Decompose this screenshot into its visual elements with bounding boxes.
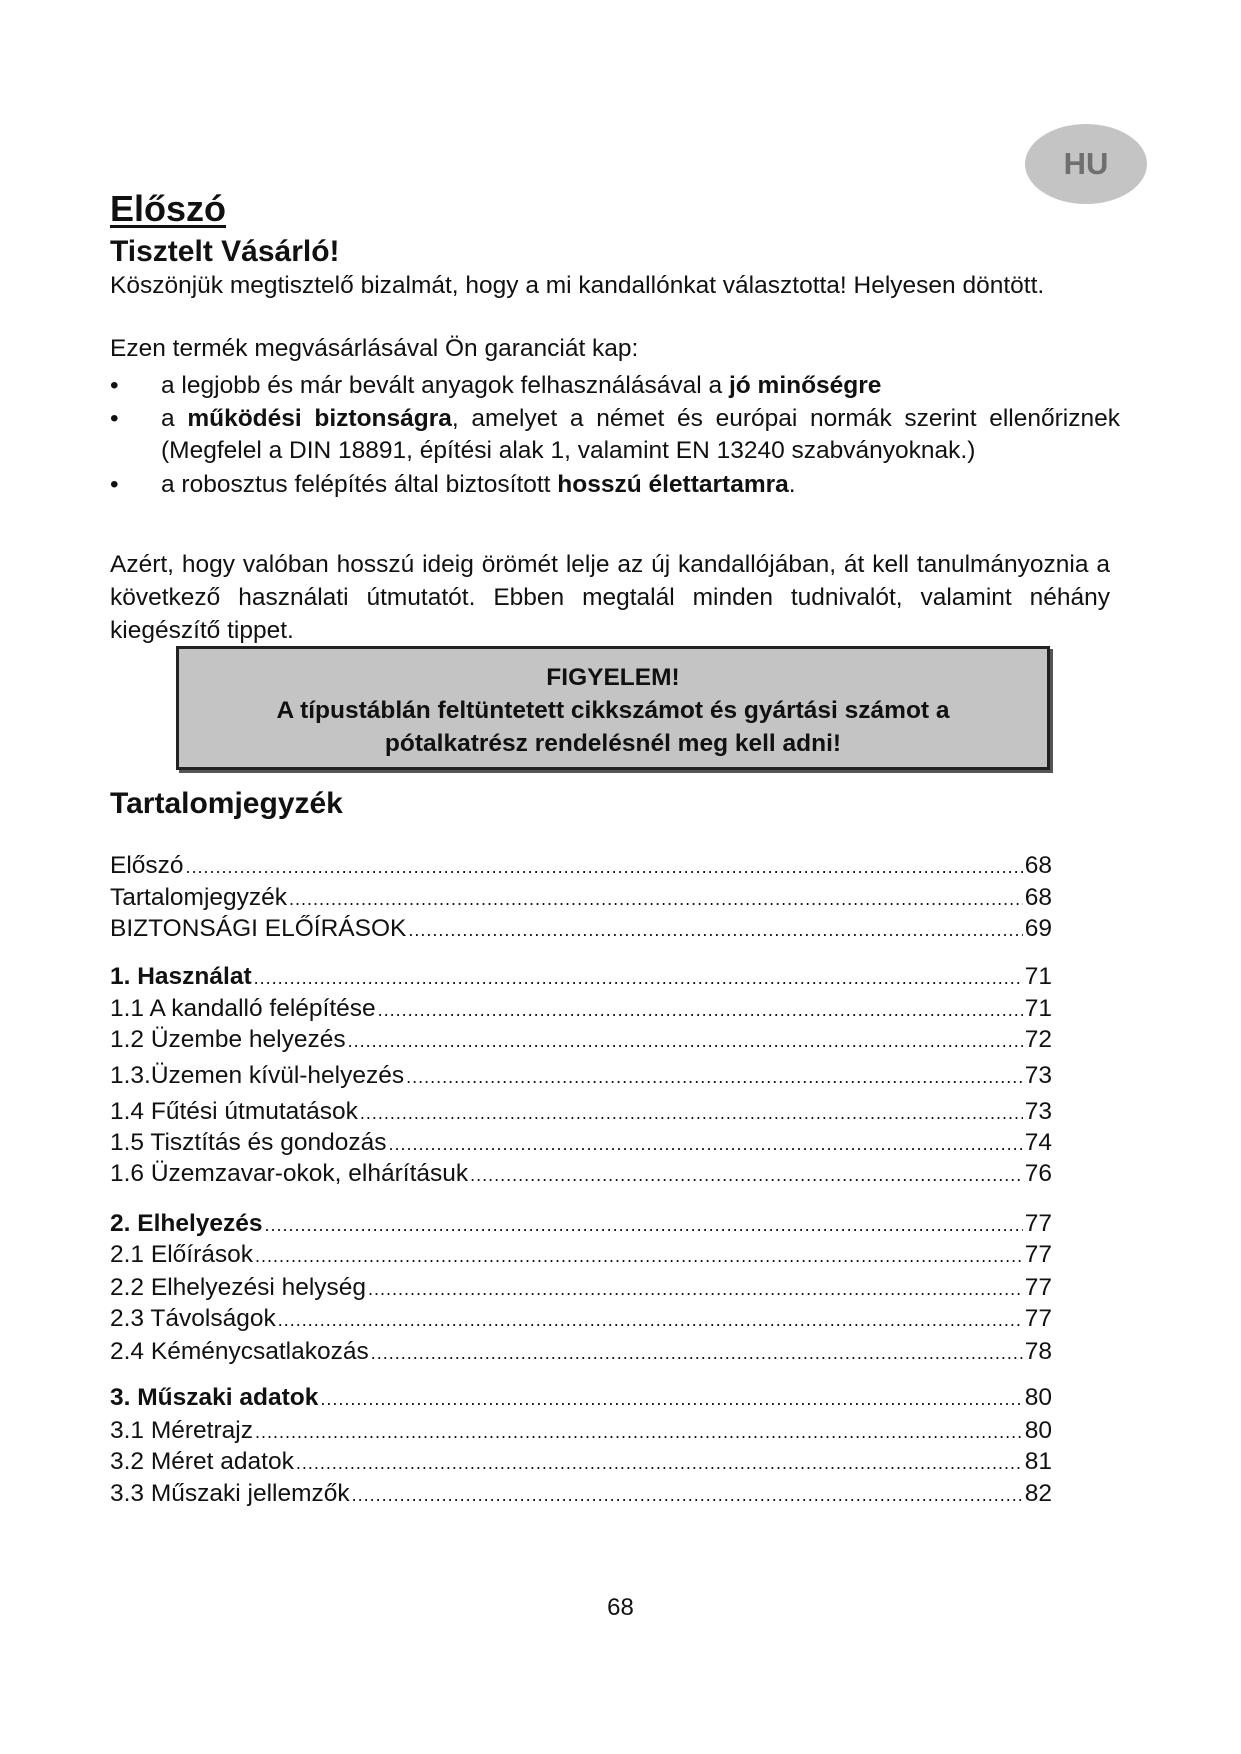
dot-leader bbox=[371, 1343, 1023, 1364]
page-ref: 77 bbox=[1024, 1241, 1052, 1268]
emphasis: működési biztonságra bbox=[187, 405, 452, 432]
toc-entry[interactable]: 2.3 Távolságok ..... 77 bbox=[110, 1305, 1052, 1336]
toc-entry[interactable]: 3. Műszaki adatok ..... 80 bbox=[110, 1384, 1052, 1415]
warning-title: FIGYELEM! bbox=[546, 664, 680, 691]
warning-box bbox=[176, 646, 1050, 770]
toc-entry[interactable]: 1.5 Tisztítás és gondozás ..... 74 bbox=[110, 1129, 1052, 1160]
dot-leader bbox=[320, 1389, 1022, 1410]
toc-entry[interactable]: Tartalomjegyzék ..... 68 bbox=[110, 884, 1052, 915]
dot-leader bbox=[289, 889, 1023, 910]
dot-leader bbox=[388, 1134, 1022, 1155]
toc-entry[interactable]: 3.3 Műszaki jellemzők ..... 82 bbox=[110, 1480, 1052, 1511]
dot-leader bbox=[265, 1215, 1023, 1236]
page-ref: 77 bbox=[1024, 1274, 1052, 1301]
closing-paragraph: Azért, hogy valóban hosszú ideig örömét lelje az új kandallójában, át kell tanulmányoznia a következő használati útmutatót. Ebben megtalál minden tudnivalót, valamint néhány kiegészítő tippet. bbox=[110, 551, 1110, 644]
page-ref: 71 bbox=[1024, 995, 1052, 1022]
dot-leader bbox=[278, 1310, 1023, 1331]
page-ref: 78 bbox=[1024, 1338, 1052, 1365]
toc-entry[interactable]: 1.4 Fűtési útmutatások ..... 73 bbox=[110, 1098, 1052, 1129]
bullet-icon: • bbox=[110, 471, 119, 498]
dot-leader bbox=[470, 1165, 1023, 1186]
dot-leader bbox=[360, 1103, 1023, 1124]
foreword-heading: Előszó bbox=[110, 188, 227, 229]
greeting-heading: Tisztelt Vásárló! bbox=[110, 235, 340, 268]
page-ref: 76 bbox=[1024, 1160, 1052, 1187]
page-ref: 81 bbox=[1024, 1448, 1052, 1475]
page-ref: 82 bbox=[1024, 1480, 1052, 1507]
page-ref: 77 bbox=[1024, 1305, 1052, 1332]
toc-entry[interactable]: 1.6 Üzemzavar-okok, elhárításuk ..... 76 bbox=[110, 1160, 1052, 1191]
dot-leader bbox=[255, 1246, 1023, 1267]
dot-leader bbox=[378, 1000, 1023, 1021]
toc-entry[interactable]: 1.3.Üzemen kívül-helyezés ..... 73 bbox=[110, 1062, 1052, 1093]
page-ref: 69 bbox=[1024, 915, 1052, 942]
dot-leader bbox=[408, 920, 1022, 941]
page-ref: 74 bbox=[1024, 1129, 1052, 1156]
language-badge-hu: HU bbox=[1025, 124, 1147, 204]
dot-leader bbox=[254, 968, 1023, 989]
dot-leader bbox=[186, 857, 1023, 878]
toc-entry[interactable]: 2. Elhelyezés ..... 77 bbox=[110, 1210, 1052, 1241]
warning-line-2: pótalkatrész rendelésnél meg kell adni! bbox=[384, 730, 842, 757]
page-ref: 73 bbox=[1024, 1098, 1052, 1125]
toc-entry[interactable]: 2.1 Előírások ..... 77 bbox=[110, 1241, 1052, 1272]
toc-entry[interactable]: Előszó ..... 68 bbox=[110, 852, 1052, 883]
emphasis: jó minőségre bbox=[728, 372, 882, 399]
toc-entry[interactable]: 1. Használat ..... 71 bbox=[110, 963, 1052, 994]
page-ref: 68 bbox=[1024, 884, 1052, 911]
bullet-icon: • bbox=[110, 372, 119, 399]
intro-paragraph: Köszönjük megtisztelő bizalmát, hogy a mi kandallónkat választotta! Helyesen döntött. bbox=[110, 272, 1045, 299]
toc-entry[interactable]: 2.2 Elhelyezési helység ..... 77 bbox=[110, 1274, 1052, 1305]
page-number: 68 bbox=[607, 1594, 634, 1621]
bullet-icon: • bbox=[110, 405, 119, 432]
guarantee-lead: Ezen termék megvásárlásával Ön garanciát kap: bbox=[110, 335, 639, 362]
dot-leader bbox=[406, 1067, 1023, 1088]
page-ref: 77 bbox=[1024, 1210, 1052, 1237]
toc-entry[interactable]: 2.4 Kéménycsatlakozás ..... 78 bbox=[110, 1338, 1052, 1369]
dot-leader bbox=[255, 1422, 1023, 1443]
page-ref: 73 bbox=[1024, 1062, 1052, 1089]
toc-entry[interactable]: 3.2 Méret adatok ..... 81 bbox=[110, 1448, 1052, 1479]
toc-entry[interactable]: 3.1 Méretrajz ..... 80 bbox=[110, 1417, 1052, 1448]
toc-heading: Tartalomjegyzék bbox=[110, 787, 343, 820]
guarantee-item: • a legjobb és már bevált anyagok felhasználásával a jó minőségre bbox=[110, 372, 882, 399]
toc-entry[interactable]: 1.1 A kandalló felépítése ..... 71 bbox=[110, 995, 1052, 1026]
toc-entry[interactable]: BIZTONSÁGI ELŐÍRÁSOK ..... 69 bbox=[110, 915, 1052, 946]
page-ref: 68 bbox=[1024, 852, 1052, 879]
page-ref: 71 bbox=[1024, 963, 1052, 990]
guarantee-item: • a működési biztonságra, amelyet a német és európai normák szerint ellenőriznek (Megfelel a DIN 18891, építési alak 1, valamint EN 13240 szabványoknak.) bbox=[110, 405, 1120, 464]
dot-leader bbox=[296, 1453, 1023, 1474]
guarantee-item: • a robosztus felépítés által biztosított hosszú élettartamra. bbox=[110, 471, 796, 498]
dot-leader bbox=[368, 1279, 1023, 1300]
page-ref: 72 bbox=[1024, 1026, 1052, 1053]
emphasis: hosszú élettartamra bbox=[557, 471, 789, 498]
toc-entry[interactable]: 1.2 Üzembe helyezés ..... 72 bbox=[110, 1026, 1052, 1057]
guarantee-list bbox=[110, 370, 1120, 502]
dot-leader bbox=[348, 1031, 1023, 1052]
dot-leader bbox=[352, 1485, 1023, 1506]
page-ref: 80 bbox=[1024, 1384, 1052, 1411]
page-ref: 80 bbox=[1024, 1417, 1052, 1444]
warning-line-1: A típustáblán feltüntetett cikkszámot és gyártási számot a bbox=[276, 697, 950, 724]
